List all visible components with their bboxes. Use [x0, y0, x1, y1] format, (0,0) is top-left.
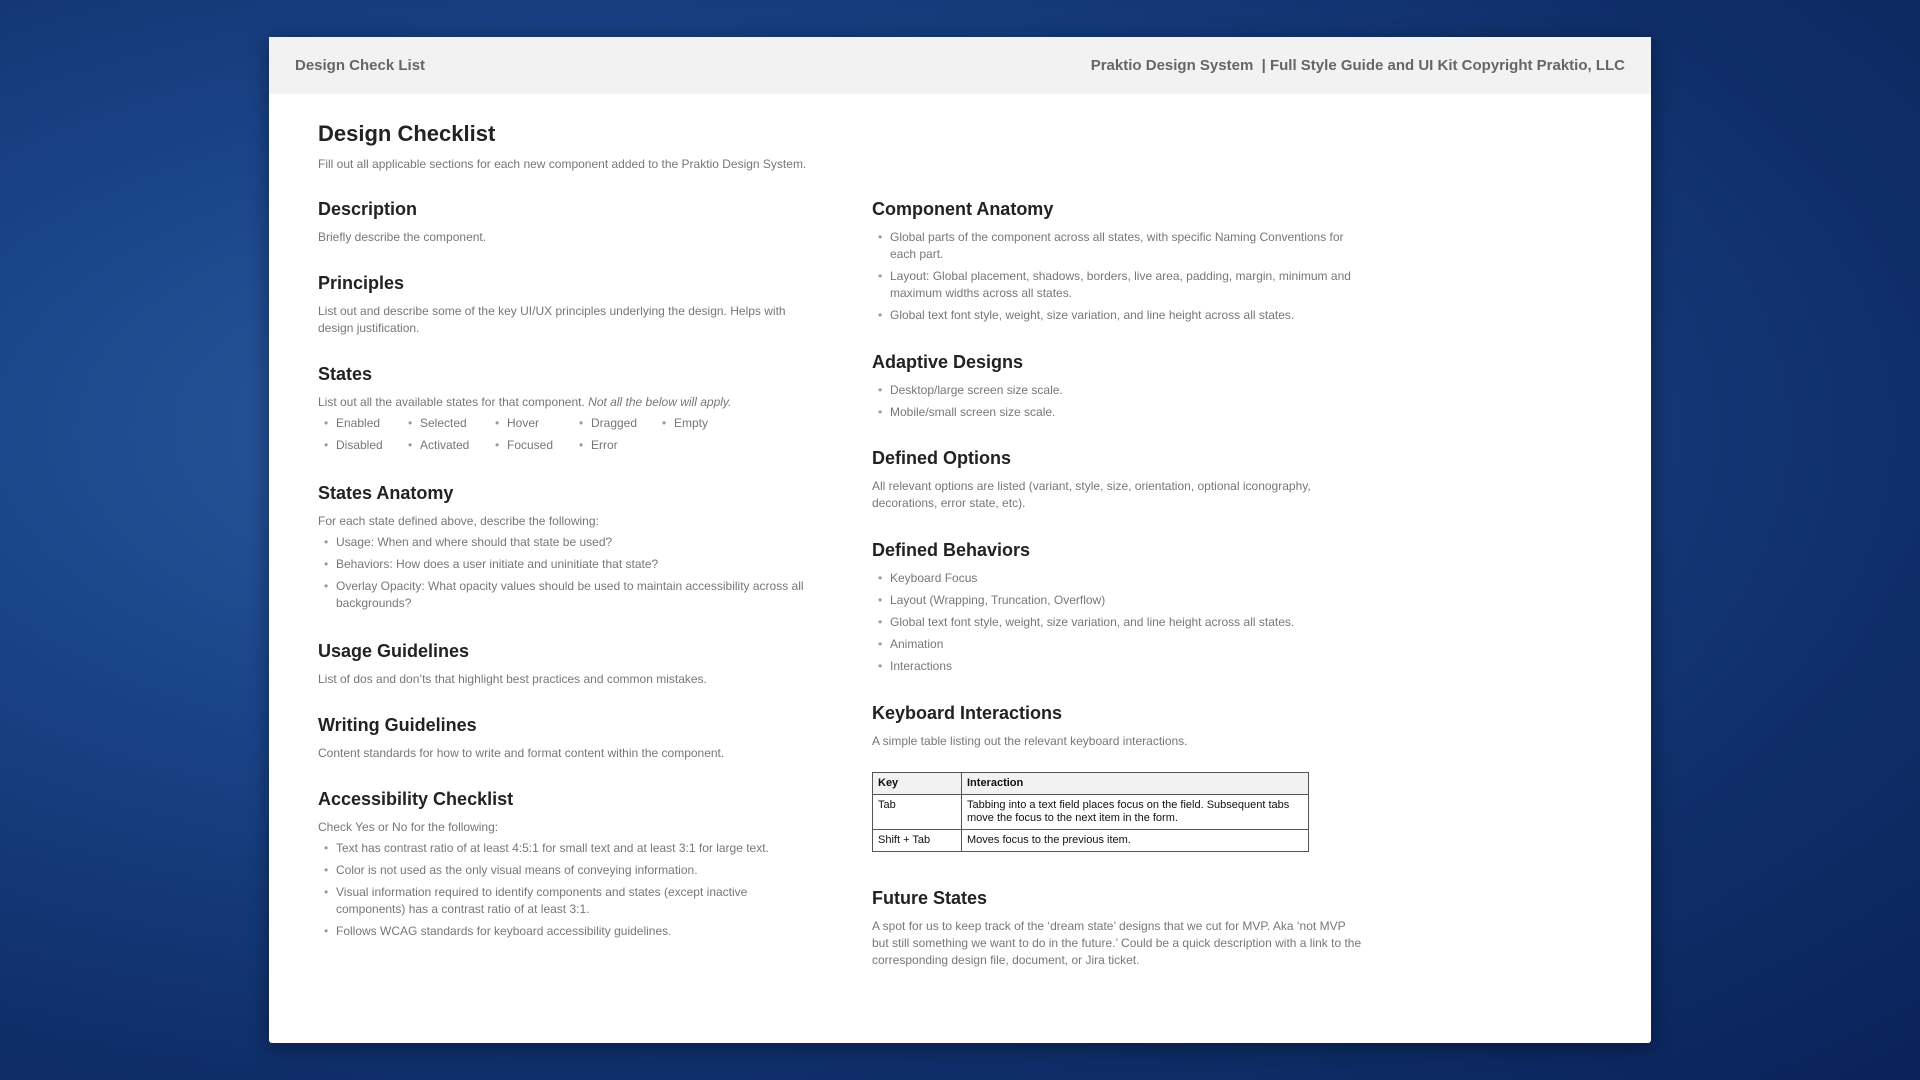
list-item: • Follows WCAG standards for keyboard accessibility guidelines.	[318, 923, 808, 940]
list-item: • Activated	[402, 437, 489, 454]
list-item: • Text has contrast ratio of at least 4:5:1 for small text and at least 3:1 for large text.	[318, 840, 808, 857]
section-keyboard	[872, 703, 1362, 852]
table-cell: Moves focus to the previous item.	[962, 830, 1309, 852]
states-note: Not all the below will apply.	[588, 395, 732, 409]
list-item: • Behaviors: How does a user initiate and uninitiate that state?	[318, 556, 808, 573]
list-item: • Visual information required to identify components and states (except inactive components) has a contrast ratio of at least 3:1.	[318, 884, 808, 918]
section-text: List of dos and don’ts that highlight best practices and common mistakes.	[318, 672, 707, 686]
header-title: Design Check List	[295, 57, 426, 74]
section-future	[872, 888, 1362, 969]
section-text: All relevant options are listed (variant, style, size, orientation, optional iconography, decorations, error state, etc).	[872, 479, 1311, 510]
section-adaptive	[872, 352, 1362, 426]
section-heading: Accessibility Checklist	[318, 789, 514, 809]
list-item: • Overlay Opacity: What opacity values should be used to maintain accessibility across all backgrounds?	[318, 578, 808, 612]
section-text: A simple table listing out the relevant keyboard interactions.	[872, 734, 1188, 748]
column-header: Key	[873, 773, 962, 795]
section-heading: Defined Options	[872, 448, 1011, 468]
section-heading: States	[318, 364, 373, 384]
section-states	[318, 364, 808, 459]
list-item: • Empty	[656, 415, 736, 432]
accessibility-list	[318, 840, 808, 940]
section-text: A spot for us to keep track of the ‘dream state’ designs that we cut for MVP. Aka ‘not MVP but still something we want to do in the future.’ Could be a quick description with a link to the corresponding design file, document, or Jira ticket.	[872, 919, 1362, 967]
section-text: List out all the available states for that component. Not all the below will apply.	[318, 395, 732, 409]
table-cell: Tabbing into a text field places focus on the field. Subsequent tabs move the focus to the next item in the form.	[962, 795, 1309, 830]
table-row	[873, 795, 1309, 830]
list-item: • Disabled	[318, 437, 402, 454]
column-header: Interaction	[962, 773, 1309, 795]
table-cell: Tab	[873, 795, 962, 830]
page-subtitle: Fill out all applicable sections for each new component added to the Praktio Design System.	[318, 157, 807, 171]
section-text: Check Yes or No for the following:	[318, 820, 499, 834]
section-text: For each state defined above, describe the following:	[318, 514, 599, 528]
list-item: • Usage: When and where should that state be used?	[318, 534, 808, 551]
list-item: • Global text font style, weight, size variation, and line height across all states.	[872, 307, 1362, 324]
page-title: Design Checklist	[318, 121, 496, 146]
section-description	[318, 199, 808, 246]
table-row	[873, 830, 1309, 852]
list-item: • Global text font style, weight, size variation, and line height across all states.	[872, 614, 1362, 631]
list-item: • Hover	[489, 415, 573, 432]
section-heading: Description	[318, 199, 418, 219]
list-item: • Dragged	[573, 415, 656, 432]
list-item: • Interactions	[872, 658, 1362, 675]
checklist-card	[269, 37, 1651, 1043]
section-heading: Principles	[318, 273, 405, 293]
section-heading: Usage Guidelines	[318, 641, 470, 661]
section-text: List out and describe some of the key UI/UX principles underlying the design. Helps with design justification.	[318, 304, 786, 335]
states-list	[318, 415, 808, 459]
header-copyright: Praktio Design System | Full Style Guide and UI Kit Copyright Praktio, LLC	[1090, 57, 1625, 74]
card-header	[269, 37, 1651, 94]
section-usage	[318, 641, 808, 688]
section-heading: Keyboard Interactions	[872, 703, 1063, 723]
table-header-row	[873, 773, 1309, 795]
section-heading: States Anatomy	[318, 483, 454, 503]
adaptive-list	[872, 382, 1362, 421]
keyboard-table	[872, 772, 1309, 852]
section-accessibility	[318, 789, 808, 945]
list-item: • Error	[573, 437, 656, 454]
list-item: • Global parts of the component across all states, with specific Naming Conventions for each part.	[872, 229, 1362, 263]
section-heading: Writing Guidelines	[318, 715, 477, 735]
component-anatomy-list	[872, 229, 1362, 324]
section-behaviors	[872, 540, 1362, 680]
behaviors-list	[872, 570, 1362, 675]
section-writing	[318, 715, 808, 762]
list-item: • Enabled	[318, 415, 402, 432]
list-item: • Layout (Wrapping, Truncation, Overflow)	[872, 592, 1362, 609]
list-item: • Layout: Global placement, shadows, borders, live area, padding, margin, minimum and maximum widths across all states.	[872, 268, 1362, 302]
section-heading: Defined Behaviors	[872, 540, 1031, 560]
list-item: • Selected	[402, 415, 489, 432]
list-item: • Animation	[872, 636, 1362, 653]
table-cell: Shift + Tab	[873, 830, 962, 852]
section-text: Briefly describe the component.	[318, 230, 487, 244]
list-item: • Focused	[489, 437, 573, 454]
states-anatomy-list	[318, 534, 808, 612]
list-item: • Desktop/large screen size scale.	[872, 382, 1362, 399]
section-options	[872, 448, 1362, 512]
section-heading: Adaptive Designs	[872, 352, 1024, 372]
section-states-anatomy	[318, 483, 808, 617]
section-component-anatomy	[872, 199, 1362, 329]
section-principles	[318, 273, 808, 337]
list-item: • Keyboard Focus	[872, 570, 1362, 587]
section-heading: Component Anatomy	[872, 199, 1054, 219]
list-item: • Color is not used as the only visual means of conveying information.	[318, 862, 808, 879]
section-heading: Future States	[872, 888, 988, 908]
section-text: Content standards for how to write and format content within the component.	[318, 746, 725, 760]
list-item: • Mobile/small screen size scale.	[872, 404, 1362, 421]
